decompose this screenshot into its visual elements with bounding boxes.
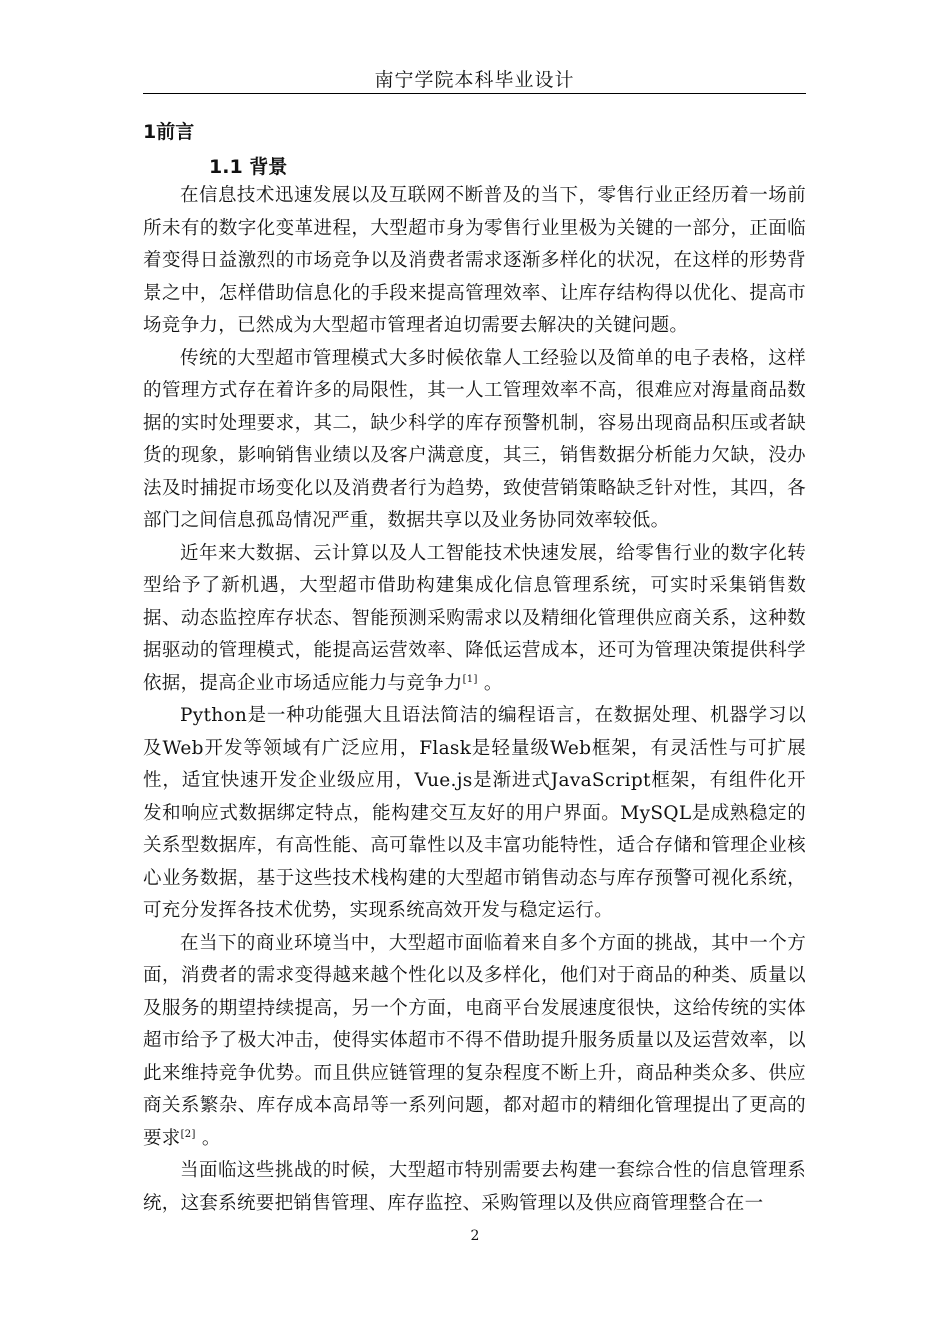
citation-ref: [1] <box>462 673 478 685</box>
section-number: 1 <box>143 121 157 143</box>
paragraph-3 <box>143 538 806 701</box>
paragraph-text: Python是一种功能强大且语法简洁的编程语言，在数据处理、机器学习以及Web开发等领域有广泛应用，Flask是轻量级Web框架，有灵活性与可扩展性，适宜快速开发企业级应用，Vue.js是渐进式JavaScript框架，有组件化开发和响应式数据绑定特点，能构建交互友好的用户界面。MySQL是成熟稳定的关系型数据库，有高性能、高可靠性以及丰富功能特性，适合存储和管理企业核心业务数据，基于这些技术栈构建的大型超市销售动态与库存预警可视化系统，可充分发挥各技术优势，实现系统高效开发与稳定运行。 <box>143 705 806 921</box>
paragraph-text: 在信息技术迅速发展以及互联网不断普及的当下，零售行业正经历着一场前所未有的数字化变革进程，大型超市身为零售行业里极为关键的一部分，正面临着变得日益激烈的市场竞争以及消费者需求逐渐多样化的状况，在这样的形势背景之中，怎样借助信息化的手段来提高管理效率、让库存结构得以优化、提高市场竞争力，已然成为大型超市管理者迫切需要去解决的关键问题。 <box>143 185 806 336</box>
subsection-number: 1.1 <box>209 156 243 178</box>
section-heading <box>143 120 194 144</box>
paragraph-text: 近年来大数据、云计算以及人工智能技术快速发展，给零售行业的数字化转型给予了新机遇，大型超市借助构建集成化信息管理系统，可实时采集销售数据、动态监控库存状态、智能预测采购需求以及精细化管理供应商关系，这种数据驱动的管理模式，能提高运营效率、降低运营成本，还可为管理决策提供科学依据，提高企业市场适应能力与竞争力 <box>143 542 806 694</box>
subsection-heading <box>209 155 287 179</box>
paragraph-text: 当面临这些挑战的时候，大型超市特别需要去构建一套综合性的信息管理系统，这套系统要把销售管理、库存监控、采购管理以及供应商管理整合在一 <box>143 1160 806 1214</box>
paragraph-tail: 。 <box>195 1127 221 1149</box>
body-text <box>143 180 806 1220</box>
paragraph-5 <box>143 928 806 1156</box>
page-number: 2 <box>470 1228 480 1244</box>
paragraph-text: 在当下的商业环境当中，大型超市面临着来自多个方面的挑战，其中一个方面，消费者的需求变得越来越个性化以及多样化，他们对于商品的种类、质量以及服务的期望持续提高，另一个方面，电商平台发展速度很快，这给传统的实体超市给予了极大冲击，使得实体超市不得不借助提升服务质量以及运营效率，以此来维持竞争优势。而且供应链管理的复杂程度不断上升，商品种类众多、供应商关系繁杂、库存成本高昂等一系列问题，都对超市的精细化管理提出了更高的要求 <box>143 932 806 1149</box>
paragraph-2 <box>143 343 806 538</box>
paragraph-text: 传统的大型超市管理模式大多时候依靠人工经验以及简单的电子表格，这样的管理方式存在着许多的局限性，其一人工管理效率不高，很难应对海量商品数据的实时处理要求，其二，缺少科学的库存预警机制，容易出现商品积压或者缺货的现象，影响销售业绩以及客户满意度，其三，销售数据分析能力欠缺，没办法及时捕捉市场变化以及消费者行为趋势，致使营销策略缺乏针对性，其四，各部门之间信息孤岛情况严重，数据共享以及业务协同效率较低。 <box>143 347 806 531</box>
subsection-title: 背景 <box>249 156 288 178</box>
header-rule <box>143 93 806 94</box>
section-title: 前言 <box>156 121 195 143</box>
paragraph-6 <box>143 1155 806 1220</box>
paragraph-1 <box>143 180 806 343</box>
page-header-title: 南宁学院本科毕业设计 <box>374 69 575 91</box>
paragraph-4 <box>143 700 806 928</box>
paragraph-tail: 。 <box>477 672 503 694</box>
citation-ref: [2] <box>180 1128 196 1140</box>
